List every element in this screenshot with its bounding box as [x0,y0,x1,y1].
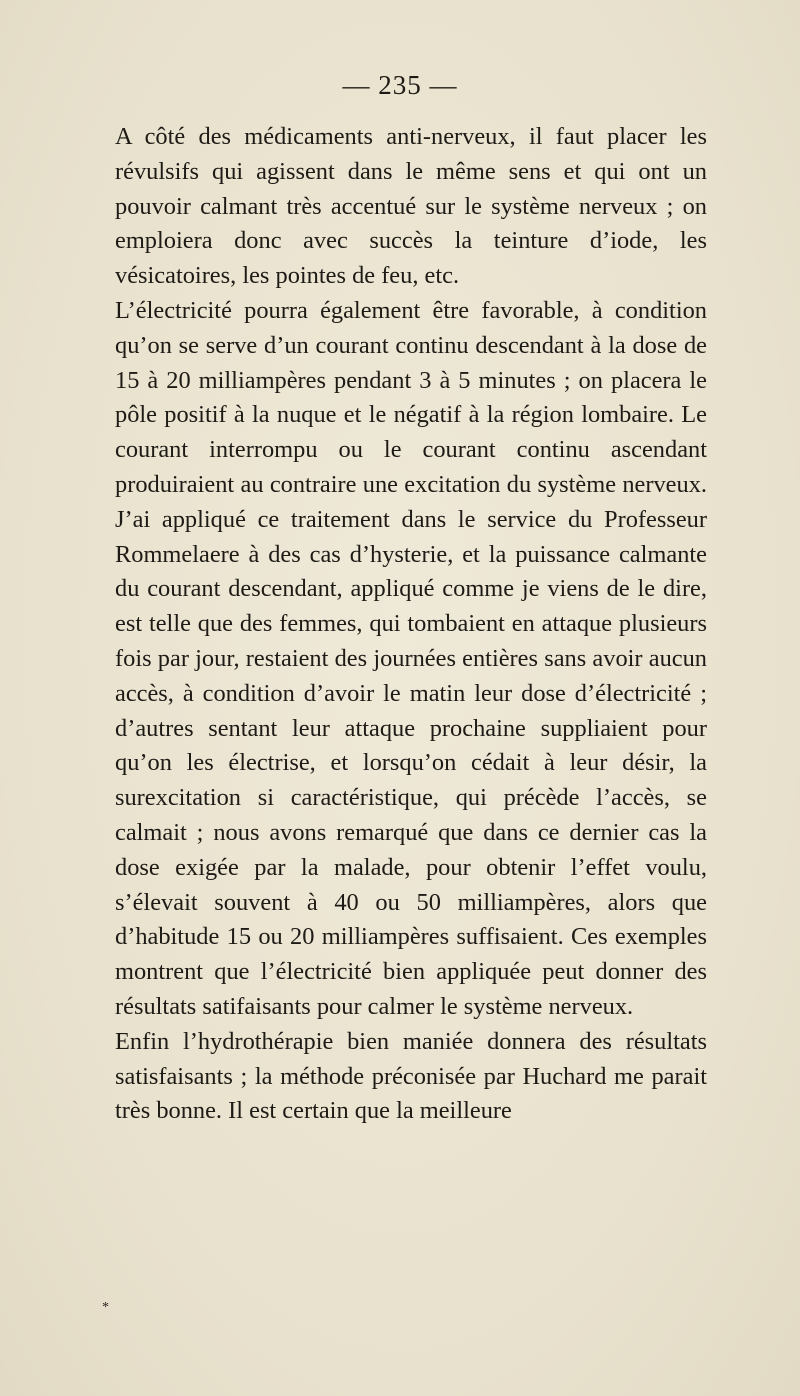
paragraph-hydrotherapie: Enfin l’hydrothérapie bien maniée donnera des résultats satisfaisants ; la méthode préconisée par Huchard me parait très bonne. Il est certain que la meilleure [115,1027,707,1125]
paragraph-electricite: L’électricité pourra également être favorable, à condition qu’on se serve d’un courant continu descendant à la dose de 15 à 20 milliampères pendant 3 à 5 minutes ; on placera le pôle positif à la nuque et le négatif à la région lombaire. Le courant interrompu ou le courant continu ascendant produiraient au contraire une excitation du système nerveux. J’ai appliqué ce traitement dans le service du Professeur Rommelaere à des cas d’hysterie, et la puissance calmante du courant descendant, appliqué comme je viens de le dire, est telle que des femmes, qui tombaient en attaque plusieurs fois par jour, restaient des journées entières sans avoir aucun accès, à condition d’avoir le matin leur dose d’électricité ; d’autres sentant leur attaque prochaine suppliaient pour qu’on les électrise, et lorsqu’on cédait à leur désir, la surexcitation si caractéristique, qui précède l’accès, se calmait ; nous avons remarqué que dans ce dernier cas la dose exigée par la malade, pour obtenir l’effet voulu, s’élevait souvent à 40 ou 50 milliampères, alors que d’habitude 15 ou 20 milliampères suffisaient. Ces exemples montrent que l’électricité bien appliquée peut donner des résultats satifaisants pour calmer le système nerveux. [115,296,707,1020]
page-number: — 235 — [342,70,458,100]
body-text [115,120,707,1129]
paragraph-revulsifs: A côté des médicaments anti-nerveux, il faut placer les révulsifs qui agissent dans le même sens et qui ont un pouvoir calmant très accentué sur le système nerveux ; on emploiera donc avec succès la teinture d’iode, les vésicatoires, les pointes de feu, etc. [115,123,707,290]
margin-mark: * [102,1300,109,1315]
